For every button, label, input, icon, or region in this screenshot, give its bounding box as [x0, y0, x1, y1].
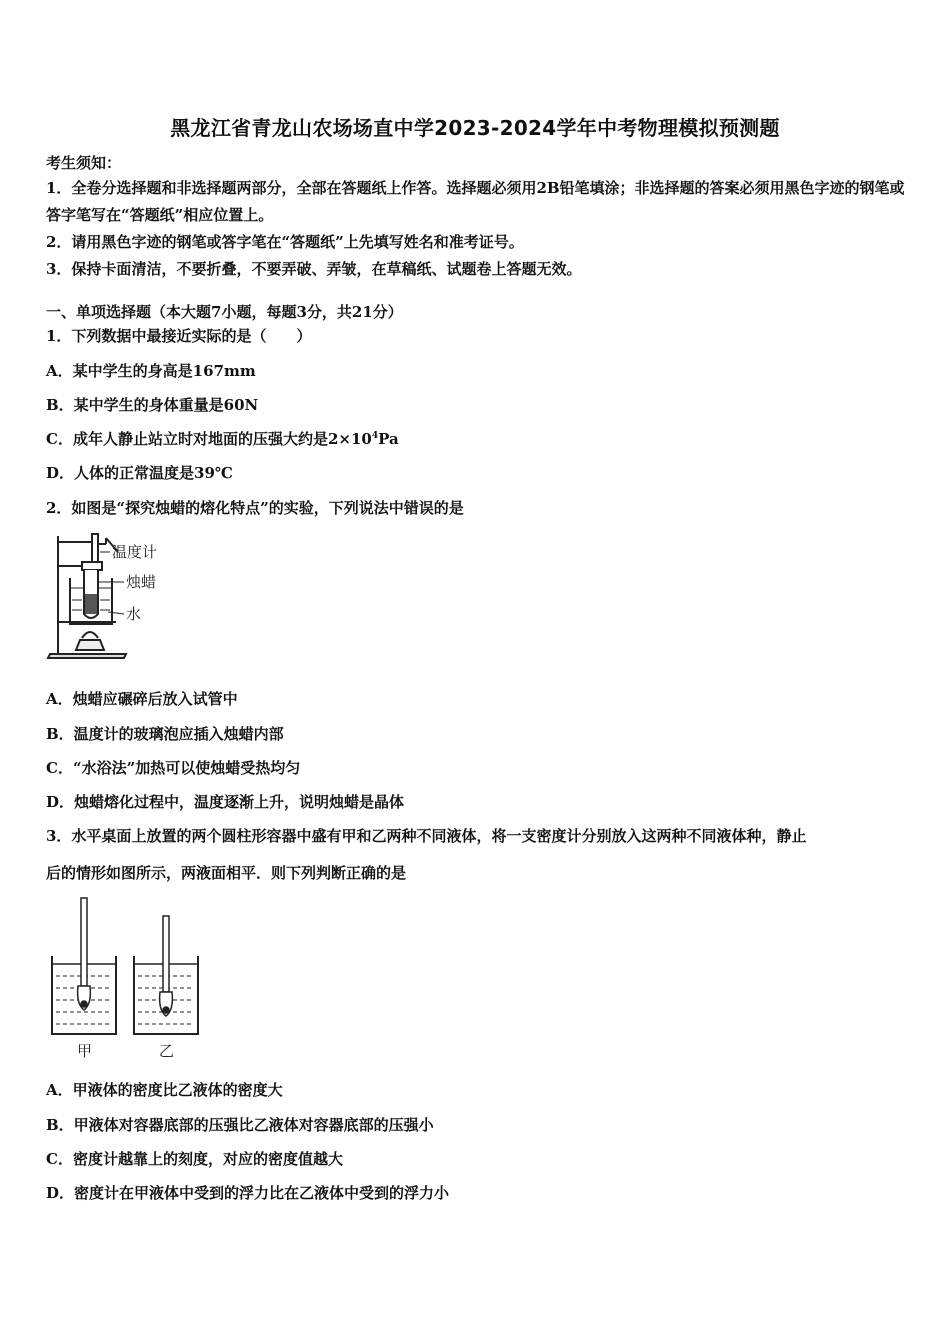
q1-option-c: [46, 428, 399, 449]
q1-option-c-unit: Pa: [378, 430, 399, 448]
q3-stem-line1: 3．水平桌面上放置的两个圆柱形容器中盛有甲和乙两种不同液体，将一支密度计分别放入这两种不同液体种，静止: [46, 827, 807, 845]
notice-item-1: 1．全卷分选择题和非选择题两部分，全部在答题纸上作答。选择题必须用2B铅笔填涂；非选择题的答案必须用黑色字迹的钢笔或答字笔写在“答题纸”相应位置上。: [46, 179, 905, 224]
hydrometer-figure: [44, 894, 214, 1064]
burner: [76, 640, 104, 650]
label-water: 水: [126, 606, 142, 623]
hydrometer-jia: [81, 898, 87, 986]
q2-option-b: B．温度计的玻璃泡应插入烛蜡内部: [46, 725, 284, 743]
q3-option-b: B．甲液体对容器底部的压强比乙液体对容器底部的压强小: [46, 1116, 434, 1134]
q2-option-d: D．烛蜡熔化过程中，温度逐渐上升，说明烛蜡是晶体: [46, 793, 405, 811]
notice-item-2: 2．请用黑色字迹的钢笔或答字笔在“答题纸”上先填写姓名和准考证号。: [46, 233, 524, 251]
q3-stem-line2: 后的情形如图所示，两液面相平．则下列判断正确的是: [46, 864, 407, 882]
wax: [85, 594, 97, 614]
q1-option-a: A．某中学生的身高是167mm: [46, 362, 256, 380]
exam-title: 黑龙江省青龙山农场场直中学2023-2024学年中考物理模拟预测题: [170, 116, 780, 140]
q2-option-c: C．“水浴法”加热可以使烛蜡受热均匀: [46, 759, 301, 777]
hydrometer-yi: [163, 916, 169, 992]
notice-list: [46, 175, 906, 283]
q1-stem: 1．下列数据中最接近实际的是（ ）: [46, 327, 312, 345]
notice-item-3: 3．保持卡面清洁，不要折叠，不要弄破、弄皱，在草稿纸、试题卷上答题无效。: [46, 260, 582, 278]
q3-option-c: C．密度计越靠上的刻度，对应的密度值越大: [46, 1150, 343, 1168]
label-wax: 烛蜡: [126, 574, 157, 591]
burner-flame: [82, 632, 98, 638]
q2-option-a: A．烛蜡应碾碎后放入试管中: [46, 690, 238, 708]
q1-option-d: D．人体的正常温度是39℃: [46, 464, 233, 482]
q3-option-d: D．密度计在甲液体中受到的浮力比在乙液体中受到的浮力小: [46, 1184, 450, 1202]
notice-heading: 考生须知：: [46, 154, 122, 172]
section-heading: 一、单项选择题（本大题7小题，每题3分，共21分）: [46, 303, 403, 321]
label-thermometer: 温度计: [112, 544, 158, 561]
stand-base: [48, 654, 126, 658]
q1-option-c-text: C．成年人静止站立时对地面的压强大约是2×10: [46, 430, 372, 448]
q1-option-c-exponent: 4: [371, 431, 379, 441]
wax-melting-apparatus-figure: [44, 530, 174, 665]
label-yi: 乙: [159, 1043, 175, 1060]
q1-option-b: B．某中学生的身体重量是60N: [46, 396, 259, 414]
q3-option-a: A．甲液体的密度比乙液体的密度大: [46, 1081, 283, 1099]
label-jia: 甲: [77, 1043, 93, 1060]
q2-stem: 2．如图是“探究烛蜡的熔化特点”的实验，下列说法中错误的是: [46, 499, 464, 517]
